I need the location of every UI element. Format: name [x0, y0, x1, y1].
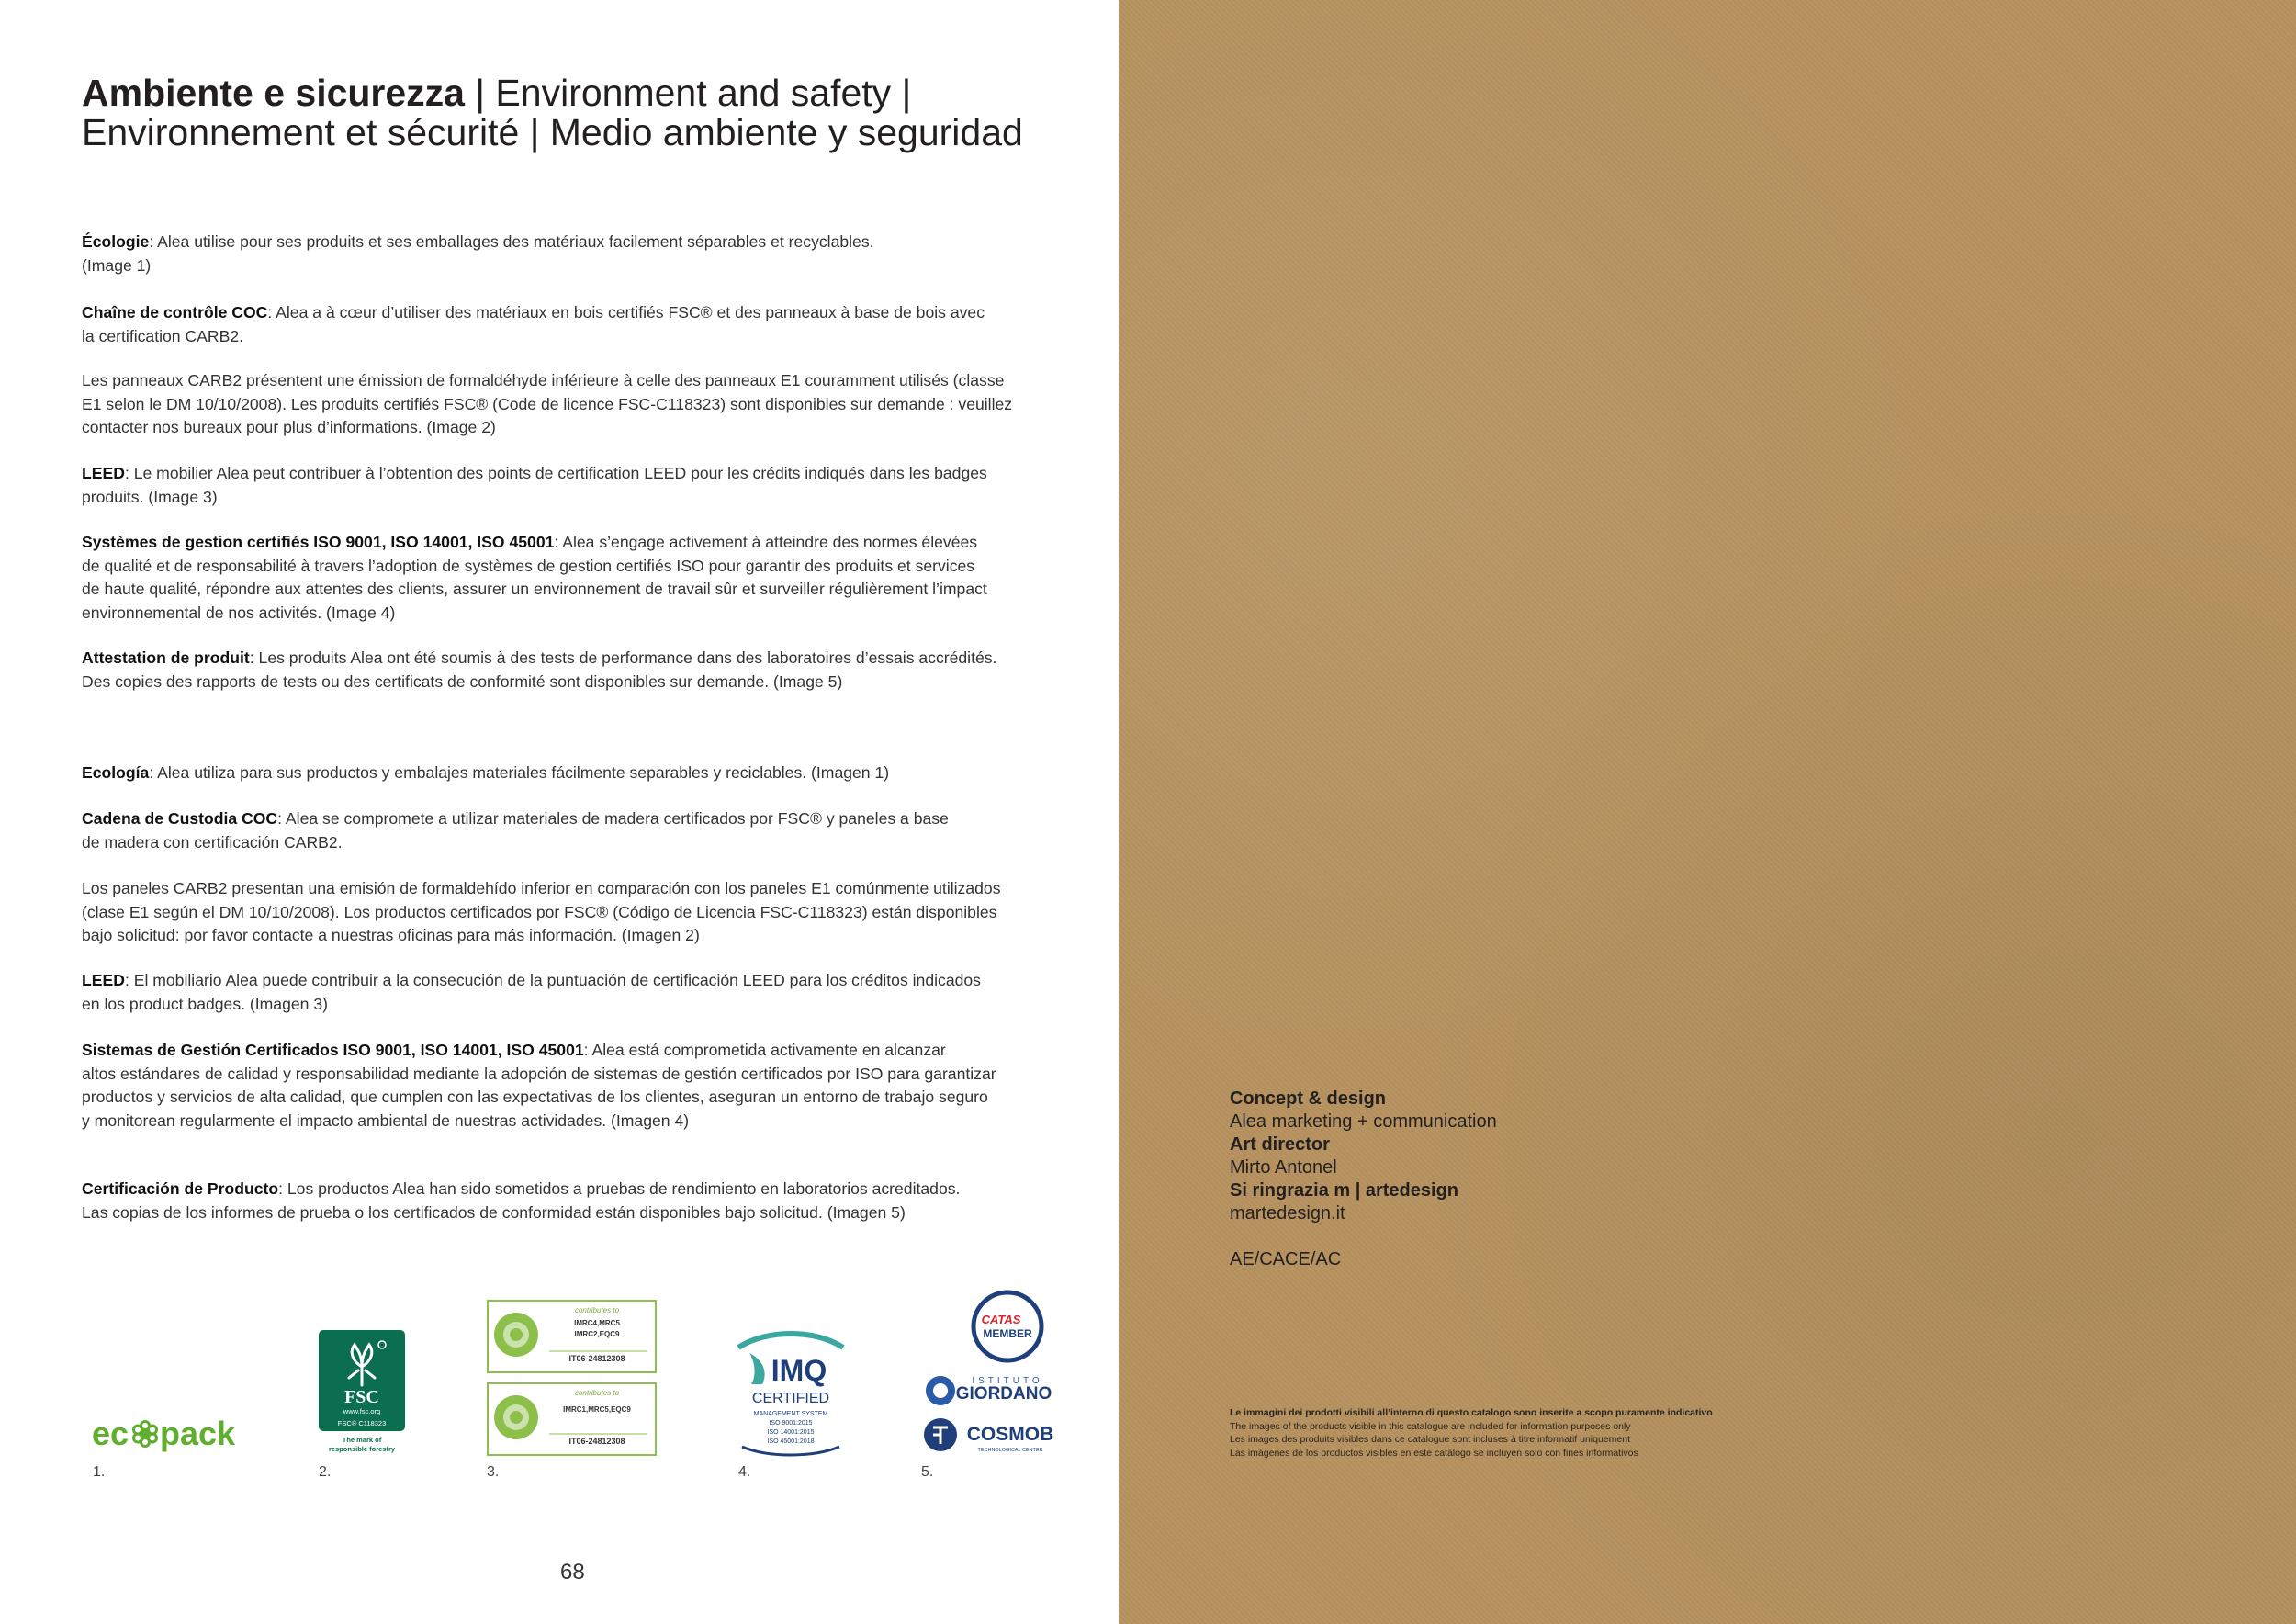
ecopack-text-left: ec — [92, 1415, 129, 1452]
es-coc-line2: de madera con certificación CARB2. — [82, 832, 343, 851]
es-leed — [82, 969, 1074, 1016]
disclaimer-en: The images of the products visible in this catalogue are included for information purposes only — [1230, 1420, 1631, 1432]
fr-leed-line2: produits. (Image 3) — [82, 487, 218, 506]
fr-iso-line2: de qualité et de responsabilité à travers l’adoption de systèmes de gestion certifiés ISO pour garantir des produits et services — [82, 556, 975, 575]
page-title — [82, 73, 1092, 152]
es-carb2-line2: (clase E1 según el DM 10/10/2008). Los productos certificados por FSC® (Código de Licencia FSC-C118323) están disponibles — [82, 902, 997, 921]
imq-line2: ISO 9001:2015 — [769, 1420, 813, 1427]
imq-leaf-icon — [749, 1353, 765, 1384]
leed-badges — [487, 1300, 658, 1456]
fr-ecologie — [82, 231, 1074, 277]
fr-coc-line2: la certification CARB2. — [82, 326, 244, 345]
fr-coc-label: Chaîne de contrôle COC — [82, 303, 268, 321]
fr-iso — [82, 531, 1074, 625]
disclaimer-fr: Les images des produits visibles dans ce catalogue sont incluses à titre informatif uniquement — [1230, 1434, 1630, 1445]
title-line2: Environnement et sécurité | Medio ambiente y seguridad — [82, 111, 1023, 153]
fr-iso-label: Systèmes de gestion certifiés ISO 9001, ISO 14001, ISO 45001 — [82, 533, 555, 551]
fr-ecologie-line2: (Image 1) — [82, 255, 152, 275]
leed-badge-1-id: IT06-24812308 — [568, 1354, 625, 1363]
fsc-logo — [318, 1330, 406, 1457]
recycle-flower-icon — [134, 1422, 157, 1447]
imq-logo — [735, 1327, 847, 1458]
disclaimer-block — [1230, 1406, 1713, 1460]
fr-attestation-line1: : Les produits Alea ont été soumis à des tests de performance dans des laboratoires d’essais accrédités. — [249, 648, 997, 667]
es-leed-label: LEED — [82, 971, 125, 989]
ecopack-logo — [92, 1410, 266, 1456]
disclaimer-it: Le immagini dei prodotti visibili all’interno di questo catalogo sono inserite a scopo puramente indicativo — [1230, 1407, 1713, 1418]
es-ecologia-line1: : Alea utiliza para sus productos y embalajes materiales fácilmente separables y reciclables. (Imagen 1) — [149, 763, 890, 782]
fr-coc — [82, 301, 1074, 348]
es-iso-line4: y monitorean regularmente el impacto ambiental de nuestras actividades. (Imagen 4) — [82, 1111, 690, 1130]
giordano-name: GIORDANO — [955, 1384, 1052, 1404]
imq-certified: CERTIFIED — [751, 1391, 830, 1406]
fr-attestation-label: Attestation de produit — [82, 648, 250, 667]
credits-concept-label: Concept & design — [1230, 1088, 1387, 1109]
imq-line4: ISO 45001:2018 — [767, 1438, 815, 1445]
cosmob-name: COSMOB — [966, 1424, 1054, 1445]
es-ecologia-label: Ecología — [82, 763, 150, 782]
es-carb2-line1: Los paneles CARB2 presentan una emisión de formaldehído inferior en comparación con los paneles E1 comúnmente utilizados — [82, 879, 1001, 897]
es-certificacion — [82, 1178, 1074, 1224]
credits-thanks-label: Si ringrazia m | artedesign — [1230, 1180, 1459, 1201]
es-coc-line1: : Alea se compromete a utilizar materiales de madera certificados por FSC® y paneles a base — [277, 809, 949, 828]
leed-badge-1 — [488, 1301, 656, 1372]
es-certificacion-line1: : Los productos Alea han sido sometidos a pruebas de rendimiento en laboratorios acreditados. — [278, 1179, 961, 1198]
fr-attestation-line2: Des copies des rapports de tests ou des certificats de conformité sont disponibles sur demande. (Image 5) — [82, 671, 843, 691]
logo-number-4: 4. — [738, 1464, 751, 1480]
credits-block — [1230, 1088, 1497, 1271]
fr-carb2-line3: contacter nos bureaux pour plus d’informations. (Image 2) — [82, 418, 496, 436]
es-ecologia — [82, 761, 1074, 785]
fsc-logo-graphic — [318, 1330, 406, 1457]
credits-spacer — [1230, 1225, 1497, 1248]
credits-art-value: Mirto Antonel — [1230, 1157, 1337, 1178]
title-bold: Ambiente e sicurezza — [82, 72, 465, 114]
es-iso — [82, 1039, 1074, 1133]
fsc-tag1: The mark of — [342, 1436, 382, 1444]
leed-badge-1-label: contributes to — [574, 1306, 620, 1314]
logo-number-2: 2. — [319, 1464, 332, 1480]
leed-badge-2-label: contributes to — [574, 1389, 620, 1397]
fr-coc-line1: : Alea a à cœur d’utiliser des matériaux en bois certifiés FSC® et des panneaux à base de bois avec — [267, 303, 985, 321]
fr-iso-line1: : Alea s’engage activement à atteindre des normes élevées — [554, 533, 978, 551]
fr-leed-line1: : Le mobilier Alea peut contribuer à l’obtention des points de certification LEED pour les crédits indiqués dans les badges — [124, 464, 987, 482]
leed-badge-1-codes-b: IMRC2,EQC9 — [574, 1330, 620, 1338]
catas-text: CATAS — [981, 1313, 1021, 1326]
es-coc-label: Cadena de Custodia COC — [82, 809, 278, 828]
testing-labs-graphic — [920, 1290, 1065, 1457]
ecopack-logo-graphic — [92, 1410, 266, 1456]
es-certificacion-label: Certificación de Producto — [82, 1179, 279, 1198]
imq-line1: MANAGEMENT SYSTEM — [753, 1411, 828, 1417]
es-carb2-line3: bajo solicitud: por favor contacte a nuestras oficinas para más información. (Imagen 2) — [82, 926, 700, 944]
ecopack-text-right: pack — [160, 1415, 236, 1452]
fr-carb2 — [82, 369, 1074, 440]
catas-member-badge — [974, 1292, 1041, 1360]
credits-thanks-value: martedesign.it — [1230, 1203, 1345, 1224]
es-certificacion-line2: Las copias de los informes de prueba o los certificados de conformidad están disponibles bajo solicitud. (Imagen 5) — [82, 1202, 906, 1222]
leed-badges-graphic — [487, 1300, 658, 1456]
giordano-logo — [926, 1376, 1052, 1405]
testing-labs-logos — [920, 1290, 1065, 1457]
giordano-istituto: ISTITUTO — [972, 1376, 1043, 1386]
cosmob-sub: TECHNOLOGICAL CENTER — [977, 1448, 1043, 1453]
credits-concept-value: Alea marketing + communication — [1230, 1111, 1497, 1132]
logo-number-1: 1. — [93, 1464, 106, 1480]
es-coc — [82, 807, 1074, 854]
disclaimer-es: Las imágenes de los productos visibles en este catálogo se incluyen solo con fines informativos — [1230, 1447, 1638, 1459]
leed-badge-1-codes: IMRC4,MRC5 — [574, 1319, 620, 1327]
fr-iso-line3: de haute qualité, répondre aux attentes des clients, assurer un environnement de travail sûr et surveiller régulièrement l’impact — [82, 580, 987, 598]
imq-logo-graphic — [735, 1327, 847, 1458]
page-number: 68 — [560, 1560, 585, 1585]
fsc-url: www.fsc.org — [343, 1407, 381, 1415]
fr-ecologie-label: Écologie — [82, 232, 150, 251]
es-leed-line2: en los product badges. (Imagen 3) — [82, 994, 328, 1013]
fr-carb2-line2: E1 selon le DM 10/10/2008). Les produits certifiés FSC® (Code de licence FSC-C118323) sont disponibles sur demande : veuillez — [82, 394, 1013, 413]
fr-carb2-line1: Les panneaux CARB2 présentent une émission de formaldéhyde inférieure à celle des panneaux E1 couramment utilisés (classe — [82, 371, 1005, 389]
credits-art-label: Art director — [1230, 1134, 1330, 1155]
es-iso-line3: productos y servicios de alta calidad, que cumplen con las expectativas de los clientes, aseguran un entorno de trabajo seguro — [82, 1088, 988, 1106]
es-iso-line1: : Alea está comprometida activamente en alcanzar — [583, 1041, 946, 1059]
es-iso-label: Sistemas de Gestión Certificados ISO 9001, ISO 14001, ISO 45001 — [82, 1041, 584, 1059]
title-rest: | Environment and safety | — [465, 72, 912, 114]
leed-badge-2-codes: IMRC1,MRC5,EQC9 — [563, 1405, 631, 1414]
fr-iso-line4: environnemental de nos activités. (Image 4) — [82, 603, 396, 622]
logo-number-5: 5. — [921, 1464, 934, 1480]
leed-badge-2-id: IT06-24812308 — [568, 1437, 625, 1446]
cosmob-logo — [924, 1418, 1053, 1453]
imq-name: IMQ — [771, 1354, 827, 1387]
fr-ecologie-line1: : Alea utilise pour ses produits et ses emballages des matériaux facilement séparables et recyclables. — [149, 232, 874, 251]
fr-attestation — [82, 647, 1074, 694]
es-carb2 — [82, 877, 1074, 948]
es-leed-line1: : El mobiliario Alea puede contribuir a la consecución de la puntuación de certificación LEED para los créditos indicados — [124, 971, 981, 989]
right-page-kraft — [1119, 0, 2296, 1624]
leed-badge-2 — [488, 1383, 656, 1455]
fsc-tag2: responsible forestry — [328, 1445, 396, 1453]
catas-member-text: MEMBER — [983, 1327, 1032, 1340]
fsc-code: FSC® C118323 — [337, 1419, 387, 1427]
fr-leed — [82, 462, 1074, 509]
es-iso-line2: altos estándares de calidad y responsabilidad mediante la adopción de sistemas de gestión certificados por ISO para garantizar — [82, 1064, 996, 1083]
credits-code: AE/CACE/AC — [1230, 1249, 1342, 1269]
fr-leed-label: LEED — [82, 464, 125, 482]
left-page — [0, 0, 1119, 1624]
imq-line3: ISO 14001:2015 — [767, 1429, 815, 1436]
logo-number-3: 3. — [487, 1464, 500, 1480]
fsc-name: FSC — [344, 1387, 379, 1407]
